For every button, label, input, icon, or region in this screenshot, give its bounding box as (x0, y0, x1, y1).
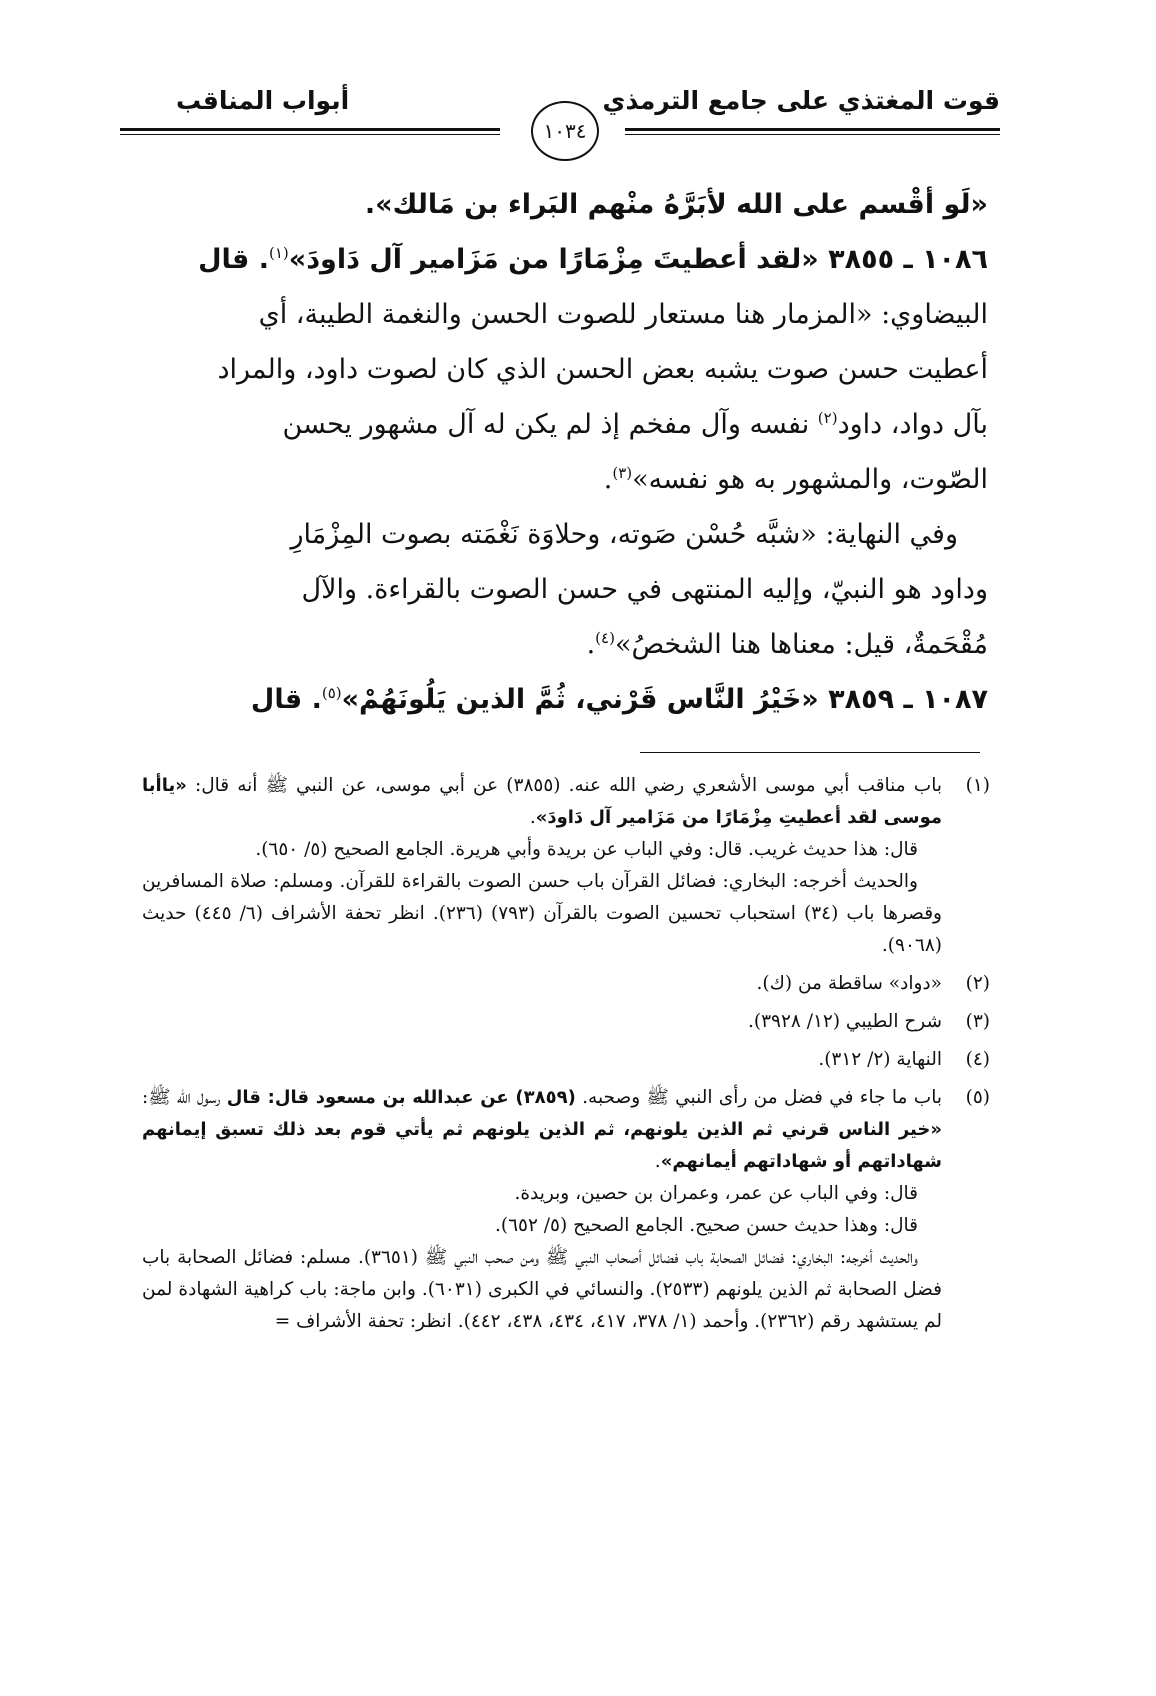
footnote-text: النهاية (٢/ ٣١٢). (818, 1049, 942, 1070)
hadith-1086 (140, 237, 988, 283)
footnote-text: «دواد» ساقطة من (ك). (756, 973, 942, 994)
footnote-text: رسول الله ﷺ: (142, 1087, 221, 1108)
body-line-6-b: . (603, 464, 613, 495)
footnote-text-end: . (529, 807, 536, 828)
footnote-number: (١) (965, 775, 990, 796)
footnote-1 (142, 770, 990, 962)
body-line-9-a: مُقْحَمةٌ، قيل: معناها هنا الشخصُ» (614, 629, 988, 660)
footnote-5 (142, 1082, 990, 1338)
footnote-text: باب ما جاء في فضل من رأى النبي ﷺ وصحبه. (582, 1087, 942, 1108)
footnote-number: (٣) (965, 1011, 990, 1032)
chapter-title: أبواب المناقب (176, 86, 350, 115)
footnote-ref-1: (١) (268, 244, 289, 262)
footnote-text-end: . (654, 1151, 661, 1172)
hadith-1086-tail: . قال (198, 244, 269, 275)
body-line-8: وداود هو النبيّ، وإليه المنتهى في حسن الصوت بالقراءة. والآل (301, 574, 988, 605)
footnote-quote: «ياأبا موسى لقد أعطيتِ مِزْمَارًا من مَزَامير آل دَاودَ» (142, 775, 942, 828)
footnotes (142, 770, 990, 1344)
running-header (120, 84, 1000, 174)
book-title: قوت المغتذي على جامع الترمذي (602, 86, 1000, 115)
footnote-number: (٢) (965, 973, 990, 994)
footnote-5-para-4: والحديث أخرجه: البخاري: فضائل الصحابة باب فضائل أصحاب النبي ﷺ ومن صحب النبي ﷺ (٣٦٥١). مسلم: فضائل الصحابة باب فضل الصحابة ثم الذين يلونهم (٢٥٣٣). والنسائي في الكبرى (٦٠٣١). وابن ماجة: باب كراهية الشهادة لمن لم يستشهد رقم (٢٣٦٢). وأحمد (١/ ٣٧٨، ٤١٧، ٤٣٤، ٤٣٨، ٤٤٢). انظر: تحفة الأشراف = (142, 1247, 942, 1332)
footnote-number: (٥) (965, 1087, 990, 1108)
footnote-ref-4: (٤) (595, 629, 615, 647)
body-line-5-b: نفسه وآل مفخم إذ لم يكن له آل مشهور يحسن (282, 409, 818, 440)
body-line-5-a: بآل دواد، داود (837, 409, 988, 440)
footnote-3 (142, 1006, 990, 1038)
footnote-quote: «خير الناس قرني ثم الذين يلونهم، ثم الذين يلونهم ثم يأتي قوم بعد ذلك تسبق إيمانهم شهاداتهم أو شهاداتهم أيمانهم» (142, 1119, 942, 1172)
hadith-1087 (140, 677, 988, 723)
footnote-ref-3: (٣) (612, 464, 633, 482)
body-line-3: البيضاوي: «المزمار هنا مستعار للصوت الحسن والنغمة الطيبة، أي (258, 299, 988, 330)
footnote-5-para-1 (142, 1082, 942, 1178)
header-rule-right (625, 128, 1000, 135)
footnote-quote: (٣٨٥٩) عن عبدالله بن مسعود قال: قال (226, 1087, 576, 1108)
footnote-1-para-2: قال: هذا حديث غريب. قال: وفي الباب عن بريدة وأبي هريرة. الجامع الصحيح (٥/ ٦٥٠). (255, 839, 918, 860)
header-rule-left (120, 128, 500, 135)
footnote-text: باب مناقب أبي موسى الأشعري رضي الله عنه. (٣٨٥٥) عن أبي موسى، عن النبي ﷺ أنه قال: (194, 775, 942, 796)
footnote-text: شرح الطيبي (١٢/ ٣٩٢٨). (747, 1011, 942, 1032)
footnote-5-para-3: قال: وهذا حديث حسن صحيح. الجامع الصحيح (٥/ ٦٥٢). (495, 1215, 918, 1236)
footnote-1-para-1 (142, 770, 942, 834)
footnote-ref-5: (٥) (321, 684, 342, 702)
body-line-5 (140, 402, 988, 448)
hadith-quote-line: «لَو أقْسم على الله لأبَرَّهُ منْهم البَراء بن مَالك». (364, 189, 988, 220)
hadith-1086-text: ١٠٨٦ ـ ٣٨٥٥ «لقد أعطيتَ مِزْمَارًا من مَزَامير آل دَاودَ» (288, 244, 988, 275)
body-line-6-a: الصّوت، والمشهور به هو نفسه» (632, 464, 988, 495)
footnote-number: (٤) (965, 1049, 990, 1070)
footnote-ref-2: (٢) (817, 409, 838, 427)
footnote-5-para-2: قال: وفي الباب عن عمر، وعمران بن حصين، وبريدة. (514, 1183, 918, 1204)
hadith-1087-tail: . قال (250, 684, 322, 715)
page-number: ١٠٣٤ (531, 101, 599, 161)
body-line-6 (140, 457, 988, 503)
footnote-1-para-3: والحديث أخرجه: البخاري: فضائل القرآن باب حسن الصوت بالقراءة للقرآن. ومسلم: صلاة المسافرين وقصرها باب (٣٤) استحباب تحسين الصوت بالقرآن (٧٩٣) (٢٣٦). انظر تحفة الأشراف (٦/ ٤٤٥) حديث (٩٠٦٨). (142, 871, 942, 956)
body-line-9-b: . (586, 629, 596, 660)
body-line-4: أعطيت حسن صوت يشبه بعض الحسن الذي كان لصوت داود، والمراد (217, 354, 988, 385)
footnote-4 (142, 1044, 990, 1076)
footnote-2 (142, 968, 990, 1000)
body-line-9 (140, 622, 988, 668)
footnote-separator (640, 752, 980, 753)
body-line-7: وفي النهاية: «شبَّه حُسْن صَوته، وحلاوَة نَغْمَته بصوت المِزْمَارِ (290, 519, 958, 550)
hadith-1087-text: ١٠٨٧ ـ ٣٨٥٩ «خَيْرُ النَّاس قَرْني، ثُمَّ الذين يَلُونَهُمْ» (341, 684, 988, 715)
main-text (140, 182, 988, 732)
